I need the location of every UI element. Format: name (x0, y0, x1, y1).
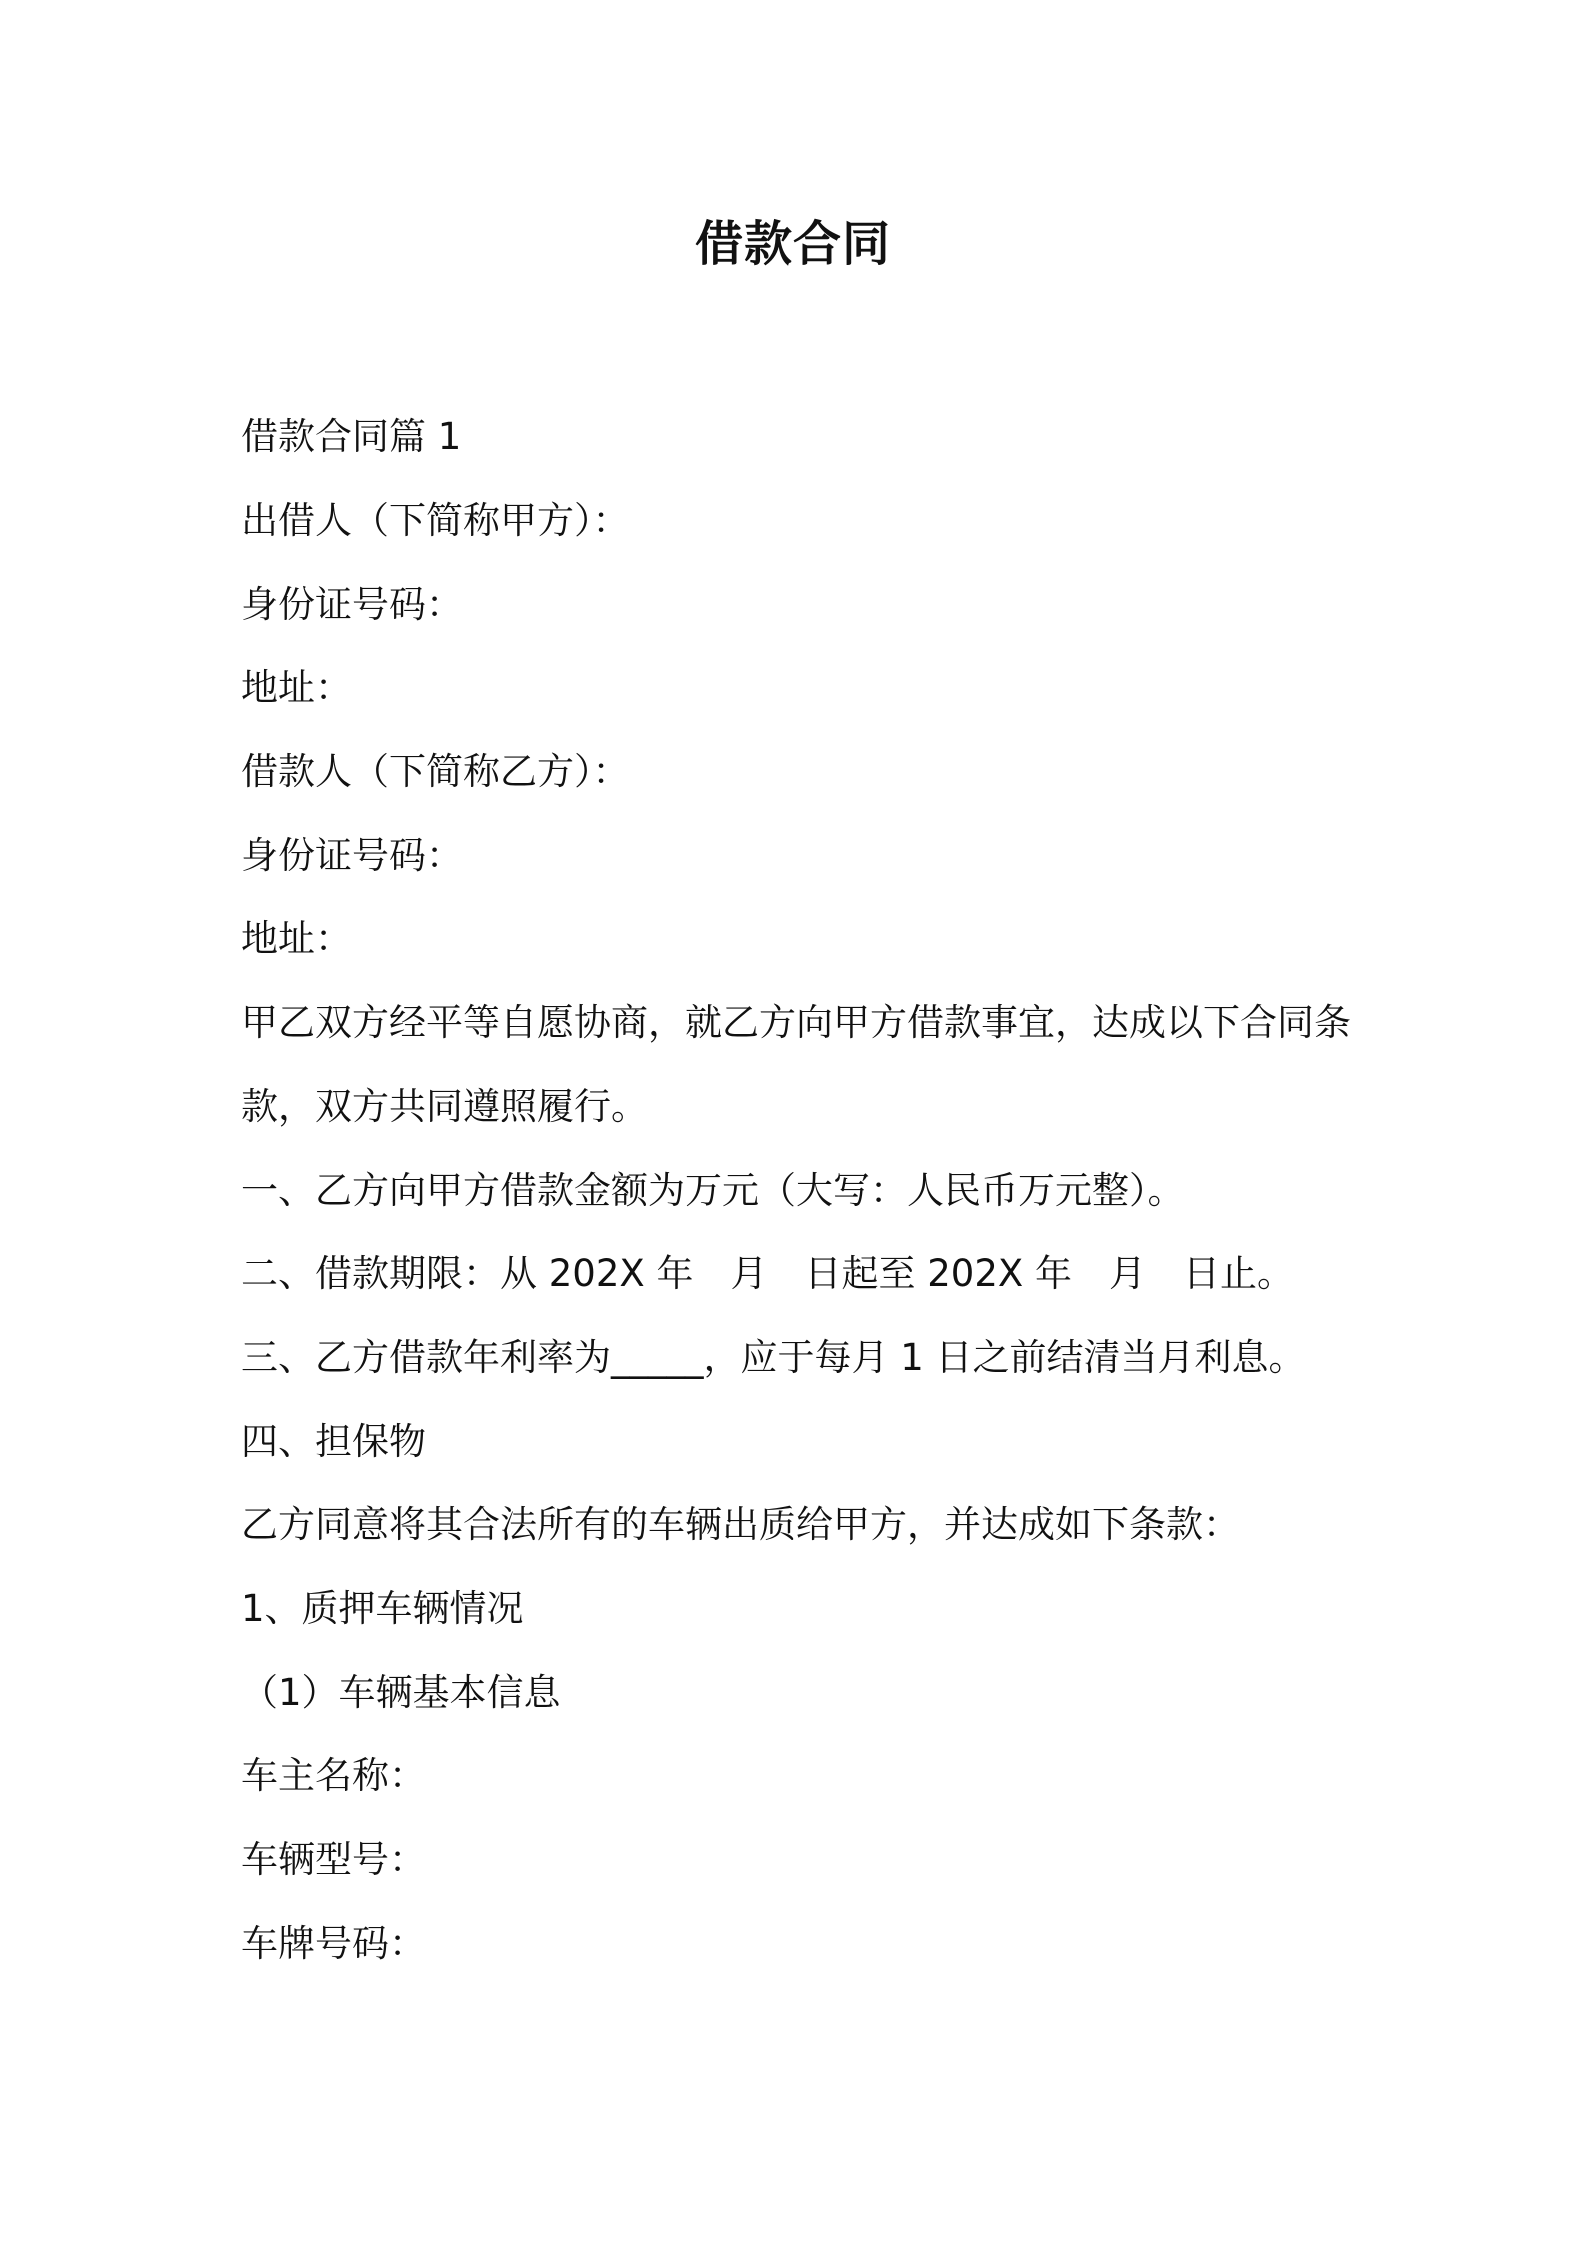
section-heading: 借款合同篇 1 (241, 415, 462, 458)
pledge-vehicle-heading: 1、质押车辆情况 (241, 1587, 524, 1630)
lender-address-label: 地址： (241, 666, 352, 709)
preamble-line-1: 甲乙双方经平等自愿协商，就乙方向甲方借款事宜，达成以下合同条 (241, 1001, 1351, 1044)
clause-3: 三、乙方借款年利率为_____，应于每月 1 日之前结清当月利息。 (241, 1336, 1306, 1379)
document-title: 借款合同 (694, 216, 891, 272)
clause-2: 二、借款期限：从 202X 年 月 日起至 202X 年 月 日止。 (241, 1252, 1294, 1295)
clause-1: 一、乙方向甲方借款金额为万元（大写：人民币万元整）。 (241, 1169, 1185, 1212)
lender-id-label: 身份证号码： (241, 583, 463, 626)
clause-4-heading: 四、担保物 (241, 1420, 426, 1463)
borrower-address-label: 地址： (241, 917, 352, 960)
license-plate-label: 车牌号码： (241, 1922, 426, 1965)
vehicle-model-label: 车辆型号： (241, 1838, 426, 1881)
preamble-line-2: 款，双方共同遵照履行。 (241, 1085, 648, 1128)
clause-4-text: 乙方同意将其合法所有的车辆出质给甲方，并达成如下条款： (241, 1503, 1240, 1546)
borrower-id-label: 身份证号码： (241, 834, 463, 877)
vehicle-basic-info-heading: （1）车辆基本信息 (241, 1671, 561, 1714)
borrower-label: 借款人（下简称乙方）： (241, 750, 630, 793)
vehicle-owner-label: 车主名称： (241, 1754, 426, 1797)
lender-label: 出借人（下简称甲方）： (241, 499, 630, 542)
